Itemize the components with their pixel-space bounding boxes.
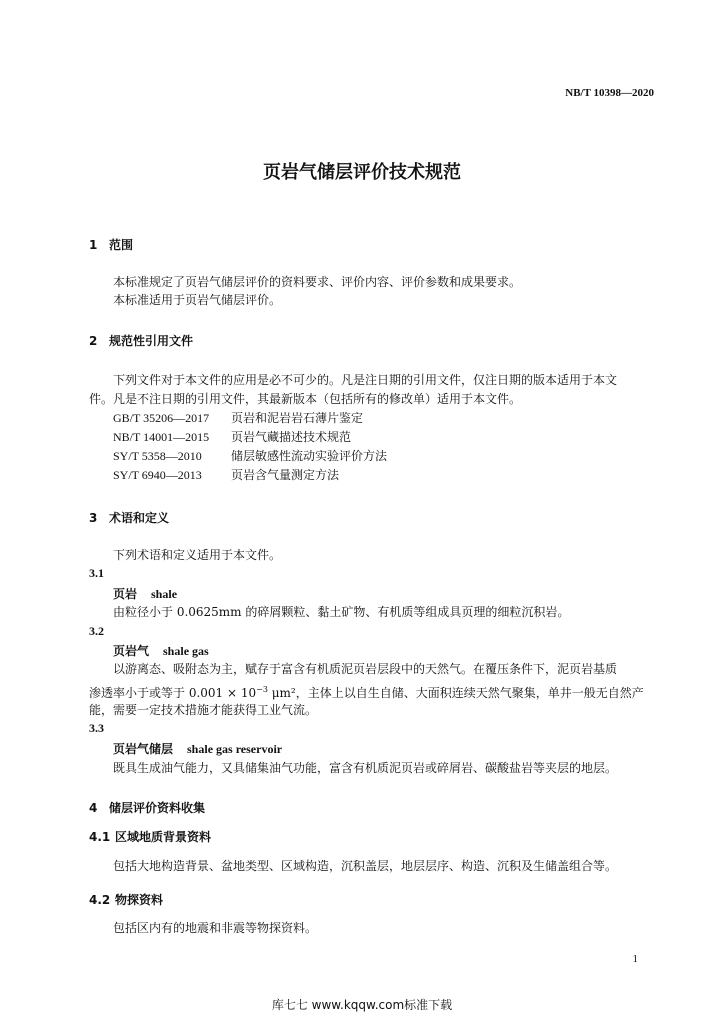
term-chinese: 页岩	[113, 587, 138, 601]
section-2-heading	[89, 332, 193, 349]
subsection-number: 4.1	[89, 830, 111, 844]
reference-code: SY/T 6940—2013	[113, 468, 202, 482]
reference-title: 页岩和泥岩岩石薄片鉴定	[231, 411, 364, 425]
section-number: 4	[89, 801, 98, 815]
term-chinese: 页岩气储层	[113, 742, 174, 756]
subsection-4-1-text: 包括大地构造背景、盆地类型、区域构造，沉积盖层，地层层序、构造、沉积及生储盖组合等。	[113, 859, 618, 873]
definition-text: 渗透率小于或等于 0.001 × 10	[89, 686, 257, 700]
reference-code: SY/T 5358—2010	[113, 449, 202, 463]
subsection-4-1-heading	[89, 828, 211, 845]
term-definition-line-3: 能，需要一定技术措施才能获得工业气流。	[89, 703, 318, 717]
section-1-paragraph-1: 本标准规定了页岩气储层评价的资料要求、评价内容、评价参数和成果要求。	[113, 275, 522, 289]
term-number: 3.2	[89, 624, 104, 638]
term-english: shale	[151, 587, 178, 601]
subsection-4-2-text: 包括区内有的地震和非震等物探资料。	[113, 921, 318, 935]
section-4-heading	[89, 799, 205, 816]
term-number: 3.1	[89, 566, 104, 580]
section-number: 1	[89, 238, 98, 252]
definition-text: μm²，主体上以自生自储、大面积连续天然气聚集，单井一般无自然产	[267, 686, 644, 700]
reference-item	[113, 447, 387, 465]
section-3-intro: 下列术语和定义适用于本文件。	[113, 548, 282, 562]
section-title: 术语和定义	[109, 511, 170, 525]
term-definition-line-2	[89, 681, 644, 702]
term-definition-line-1: 以游离态、吸附态为主，赋存于富含有机质泥页岩层段中的天然气。在覆压条件下，泥页岩基质	[113, 662, 618, 676]
footer-watermark: 库七七 www.kqqw.com标准下载	[271, 998, 453, 1012]
term-chinese: 页岩气	[113, 644, 150, 658]
reference-title: 页岩含气量测定方法	[231, 468, 340, 482]
term-definition: 由粒径小于 0.0625mm 的碎屑颗粒、黏土矿物、有机质等组成具页理的细粒沉积岩。	[113, 605, 570, 619]
section-title: 范围	[109, 238, 134, 252]
term-definition: 既具生成油气能力，又具储集油气功能，富含有机质泥页岩或碎屑岩、碳酸盐岩等夹层的地层。	[113, 761, 618, 775]
reference-title: 储层敏感性流动实验评价方法	[231, 449, 388, 463]
section-3-heading	[89, 509, 169, 526]
standard-number: NB/T 10398—2020	[565, 87, 654, 99]
section-title: 储层评价资料收集	[109, 801, 206, 815]
section-1-heading	[89, 236, 133, 253]
section-number: 2	[89, 334, 98, 348]
subsection-number: 4.2	[89, 893, 111, 907]
reference-item	[113, 409, 363, 427]
term-english: shale gas	[163, 644, 209, 658]
subsection-title: 区域地质背景资料	[115, 830, 212, 844]
term-heading	[113, 740, 282, 757]
section-2-intro-line-2: 件。凡是不注日期的引用文件，其最新版本（包括所有的修改单）适用于本文件。	[89, 392, 522, 406]
page-number: 1	[632, 953, 638, 965]
term-english: shale gas reservoir	[187, 742, 283, 756]
subsection-title: 物探资料	[115, 893, 164, 907]
reference-title: 页岩气藏描述技术规范	[231, 430, 352, 444]
subsection-4-2-heading	[89, 891, 163, 908]
section-2-intro-line-1: 下列文件对于本文件的应用是必不可少的。凡是注日期的引用文件，仅注日期的版本适用于本文	[113, 373, 618, 387]
reference-code: NB/T 14001—2015	[113, 430, 210, 444]
section-number: 3	[89, 511, 98, 525]
reference-code: GB/T 35206—2017	[113, 411, 210, 425]
reference-item	[113, 466, 339, 484]
term-number: 3.3	[89, 721, 104, 735]
section-title: 规范性引用文件	[109, 334, 194, 348]
document-title: 页岩气储层评价技术规范	[263, 162, 461, 183]
term-heading	[113, 642, 209, 659]
exponent: −3	[256, 685, 268, 694]
reference-item	[113, 428, 351, 446]
term-heading	[113, 585, 177, 602]
section-1-paragraph-2: 本标准适用于页岩气储层评价。	[113, 293, 282, 307]
